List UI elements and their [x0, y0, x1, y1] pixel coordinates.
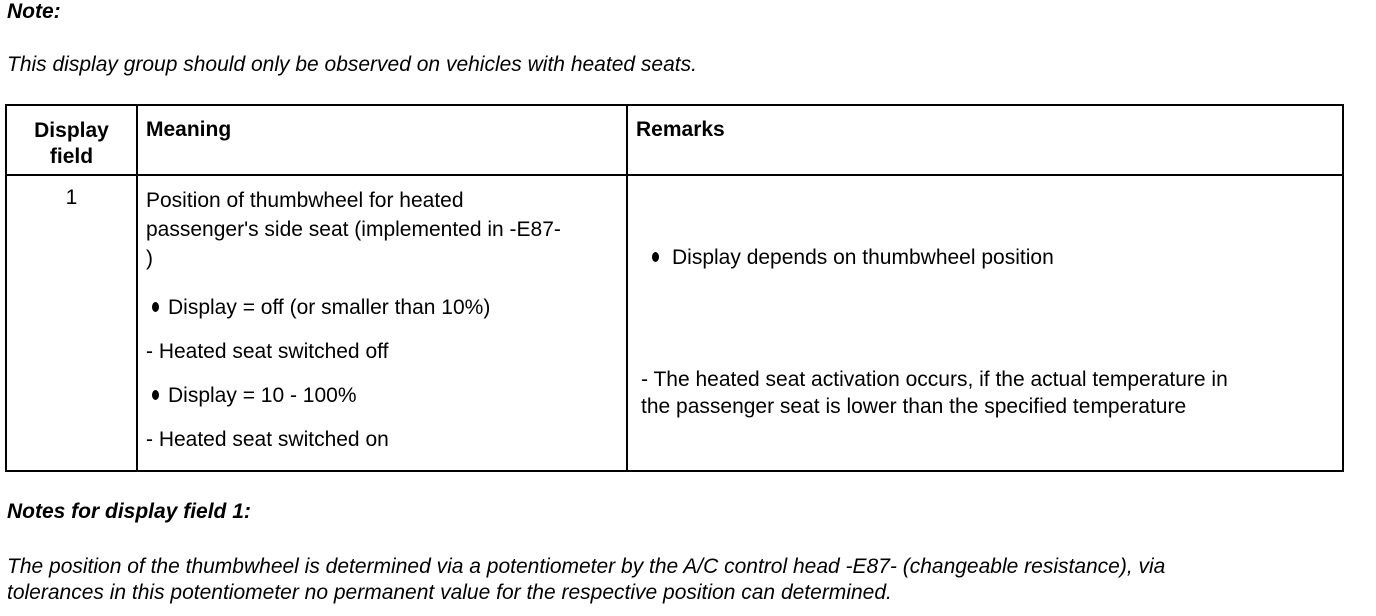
- remarks-cell: [627, 175, 1343, 471]
- notes-field-line: The position of the thumbwheel is determined via a potentiometer by the A/C control head -E87- (changeable resistance), via: [7, 555, 1166, 578]
- meaning-line: Position of thumbwheel for heated: [146, 189, 464, 212]
- bullet-icon: [146, 381, 168, 410]
- table-header-row: [6, 105, 1343, 175]
- remark-bullet-text: Display depends on thumbwheel position: [672, 246, 1054, 269]
- meaning-line: passenger's side seat (implemented in -E87-: [146, 218, 561, 241]
- meaning-bullet-item: [146, 381, 616, 410]
- meaning-sub-item: - Heated seat switched off: [146, 340, 389, 363]
- display-group-table: [5, 104, 1344, 472]
- meaning-bullet-text: Display = off (or smaller than 10%): [168, 296, 491, 319]
- notes-field-line: tolerances in this potentiometer no permanent value for the respective position can determined.: [7, 581, 892, 604]
- bullet-icon: [146, 293, 168, 322]
- meaning-sub-item: - Heated seat switched on: [146, 428, 389, 451]
- note-text: This display group should only be observed on vehicles with heated seats.: [7, 53, 697, 76]
- meaning-cell: [137, 175, 627, 471]
- remark-note: [641, 366, 1331, 420]
- note-label: Note:: [7, 0, 61, 23]
- header-display-field: [6, 105, 137, 175]
- remark-note-line: - The heated seat activation occurs, if the actual temperature in: [641, 368, 1228, 391]
- remark-note-line: the passenger seat is lower than the specified temperature: [641, 395, 1187, 418]
- header-display-field-line1: Display: [34, 119, 109, 142]
- header-display-field-line2: field: [49, 145, 94, 168]
- display-field-number: 1: [6, 175, 137, 471]
- notes-field-text: [7, 554, 1367, 606]
- meaning-bullet-item: [146, 293, 616, 322]
- notes-field-label: Notes for display field 1:: [7, 500, 251, 523]
- meaning-bullet-text: Display = 10 - 100%: [168, 384, 357, 407]
- table-row: [6, 175, 1343, 471]
- header-remarks: Remarks: [627, 105, 1343, 175]
- header-meaning: Meaning: [137, 105, 627, 175]
- remark-bullet-item: [650, 246, 1054, 270]
- meaning-line: ): [146, 247, 153, 270]
- bullet-icon: [650, 246, 672, 270]
